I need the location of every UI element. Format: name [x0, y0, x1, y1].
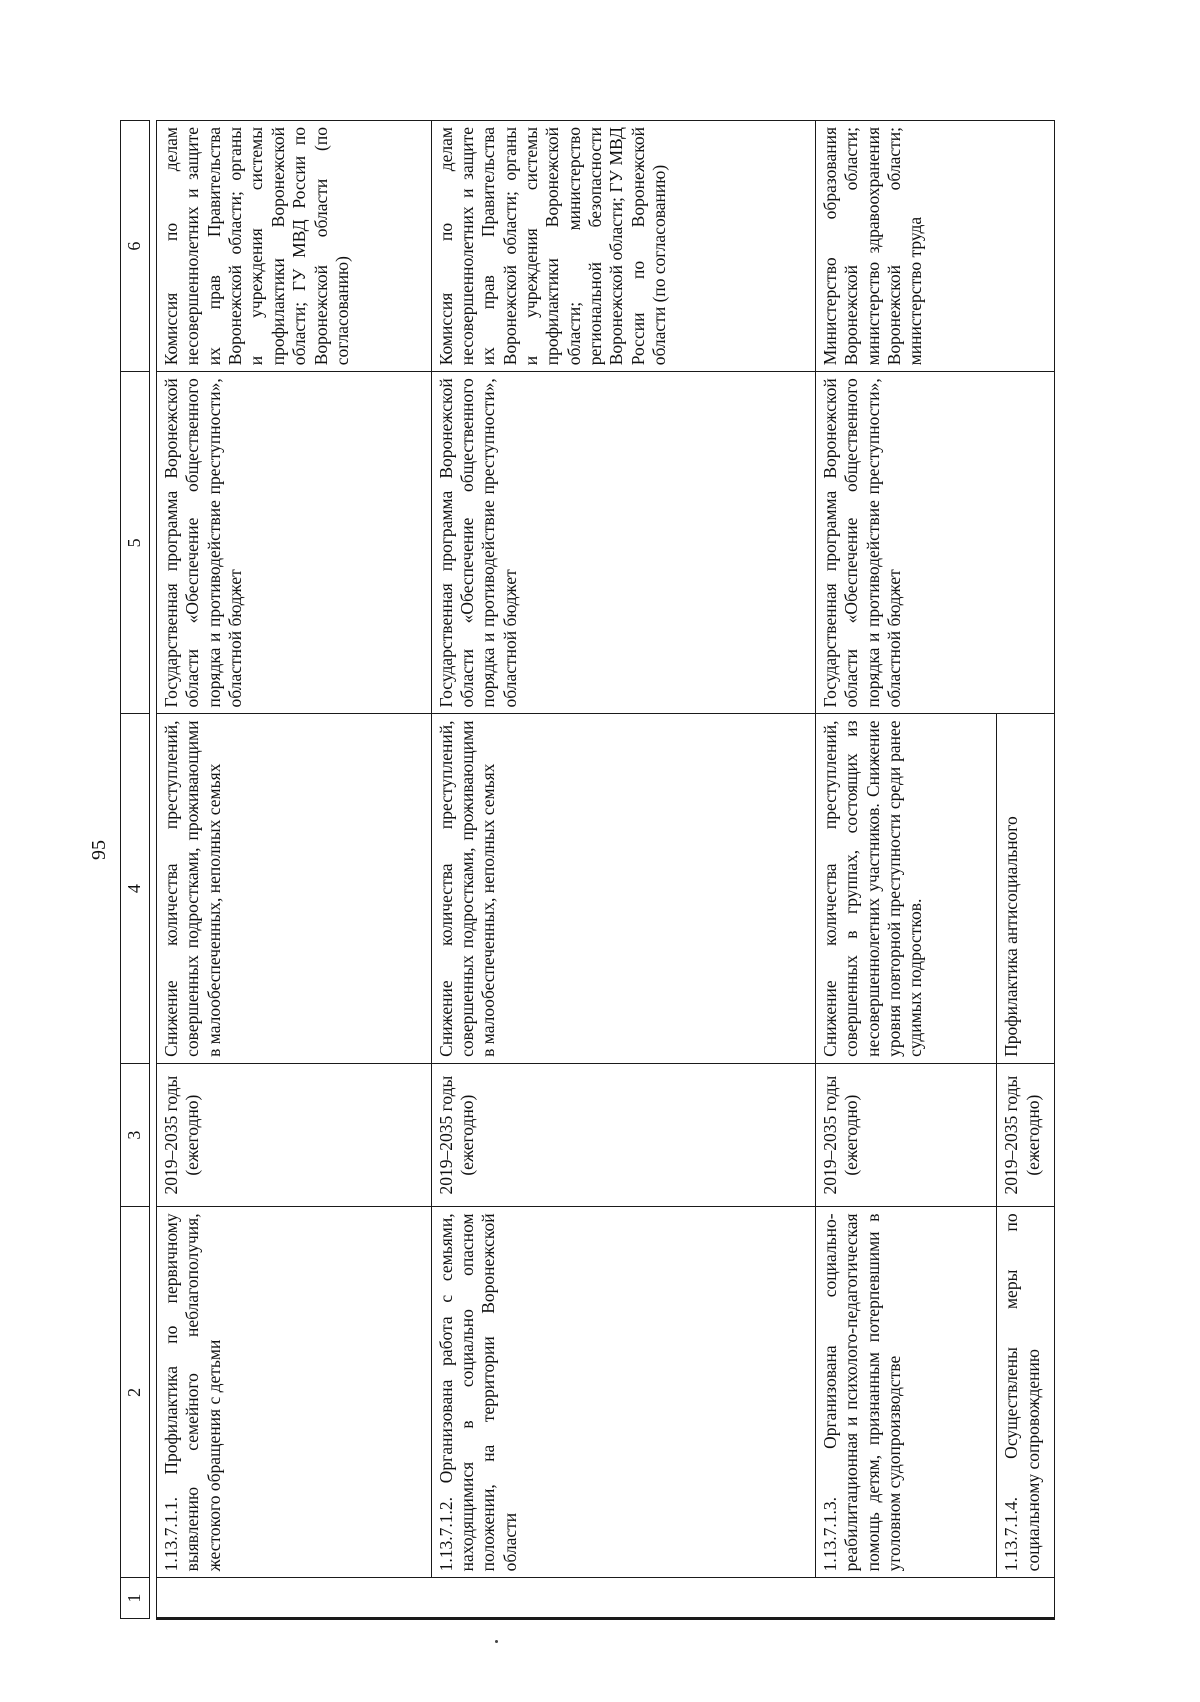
table-row [815, 121, 996, 1619]
header-col-3: 3 [121, 1063, 150, 1207]
funding-source-cell: Государственная программа Воронежской области «Обеспечение общественного порядка и противодействие преступности», областной бюджет [815, 372, 1054, 714]
table-row [431, 121, 815, 1619]
header-col-1: 1 [121, 1578, 150, 1619]
executors-cell: Министерство образования Воронежской области; министерство здравоохранения Воронежской области; министерство труда [815, 121, 1054, 372]
activity-cell: 1.13.7.1.3. Организована социально-реабилитационная и психолого-педагогическая помощь детям, признанным потерпевшими в уголовном судопроизводстве [815, 1207, 996, 1578]
header-col-6: 6 [121, 121, 150, 372]
page-number: 95 [88, 840, 110, 860]
funding-source-cell: Государственная программа Воронежской области «Обеспечение общественного порядка и противодействие преступности», областной бюджет [157, 372, 432, 714]
period-cell: 2019–2035 годы (ежегодно) [431, 1063, 815, 1207]
funding-source-cell: Государственная программа Воронежской области «Обеспечение общественного порядка и противодействие преступности», областной бюджет [431, 372, 815, 714]
row-number-cell [157, 1578, 1055, 1619]
document-table-rotated [120, 120, 1055, 1620]
scan-artifact [495, 1640, 498, 1643]
period-cell: 2019–2035 годы (ежегодно) [815, 1063, 996, 1207]
result-cell: Снижение количества преступлений, совершенных подростками, проживающими в малообеспеченных, неполных семьях [431, 714, 815, 1063]
result-cell: Снижение количества преступлений, совершенных подростками, проживающими в малообеспеченных, неполных семьях [157, 714, 432, 1063]
table-header-row [121, 121, 150, 1619]
executors-cell: Комиссия по делам несовершеннолетних и защите их прав Правительства Воронежской области; органы и учреждения системы профилактики Воронежской области; ГУ МВД России по Воронежской области (по согласованию) [157, 121, 432, 372]
result-cell: Профилактика антисоциального [997, 714, 1055, 1063]
header-col-4: 4 [121, 714, 150, 1063]
activity-cell: 1.13.7.1.2. Организована работа с семьями, находящимися в социально опасном положении, на территории Воронежской области [431, 1207, 815, 1578]
period-cell: 2019–2035 годы (ежегодно) [157, 1063, 432, 1207]
activity-cell: 1.13.7.1.4. Осуществлены меры по социальному сопровождению [997, 1207, 1055, 1578]
header-col-2: 2 [121, 1207, 150, 1578]
result-cell: Снижение количества преступлений, совершенных в группах, состоящих из несовершеннолетних участников. Снижение уровня повторной преступности среди ранее судимых подростков. [815, 714, 996, 1063]
table-row [157, 121, 432, 1619]
header-col-5: 5 [121, 372, 150, 714]
executors-cell: Комиссия по делам несовершеннолетних и защите их прав Правительства Воронежской области; органы и учреждения системы профилактики Воронежской области; министерство региональной безопасности Воронежской области; ГУ МВД России по Воронежской области (по согласованию) [431, 121, 815, 372]
period-cell: 2019–2035 годы (ежегодно) [997, 1063, 1055, 1207]
activities-table [120, 120, 1055, 1620]
activity-cell: 1.13.7.1.1. Профилактика по первичному выявлению семейного неблагополучия, жестокого обращения с детьми [157, 1207, 432, 1578]
